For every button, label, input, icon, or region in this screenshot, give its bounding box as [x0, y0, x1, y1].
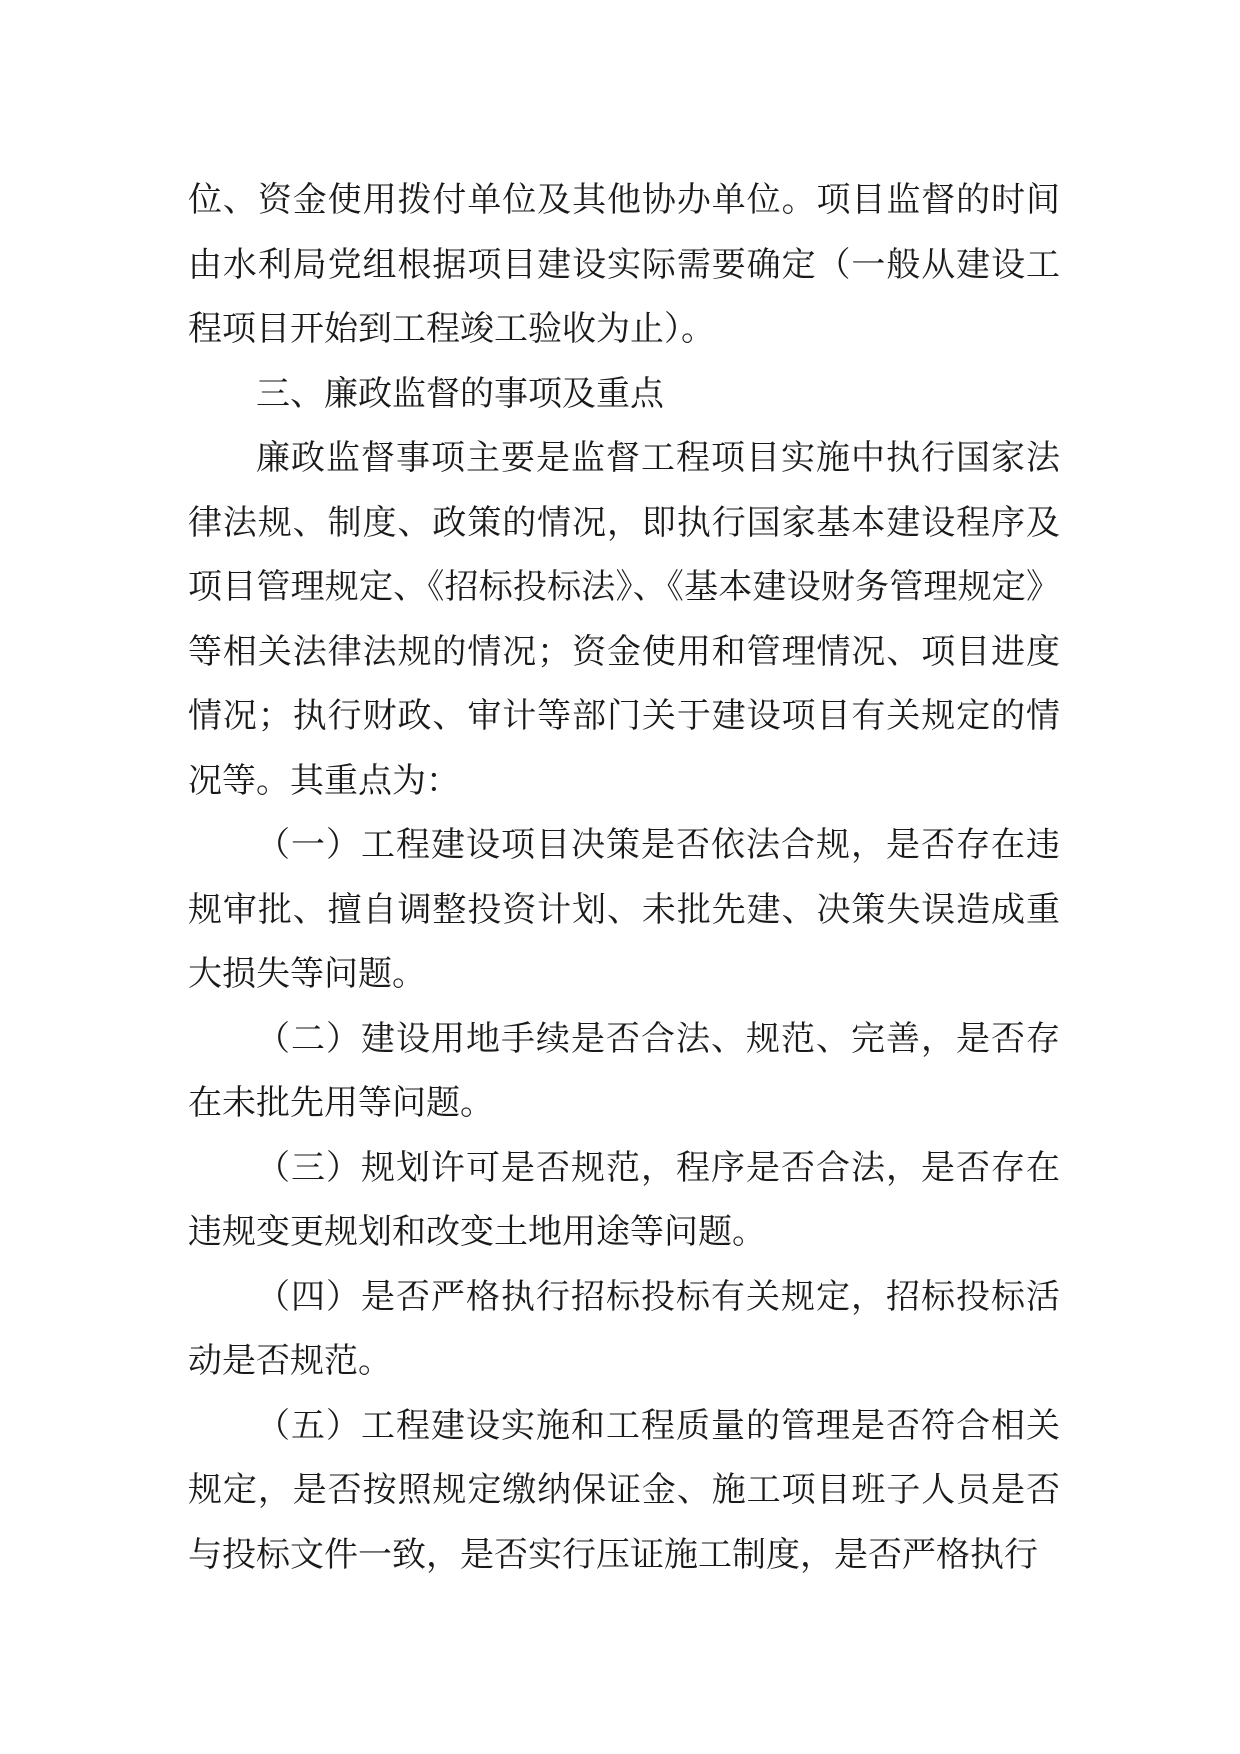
paragraph-supervision-scope: 廉政监督事项主要是监督工程项目实施中执行国家法律法规、制度、政策的情况，即执行国家基本建设程序及项目管理规定、《招标投标法》、《基本建设财务管理规定》等相关法律法规的情况；资金使用和管理情况、项目进度情况；执行财政、审计等部门关于建设项目有关规定的情况等。其重点为：: [188, 438, 1060, 801]
list-item-2: （二）建设用地手续是否合法、规范、完善，是否存在未批先用等问题。: [188, 1018, 1060, 1123]
document-body: [188, 168, 1060, 1587]
list-item-1: （一）工程建设项目决策是否依法合规，是否存在违规审批、擅自调整投资计划、未批先建、决策失误造成重大损失等问题。: [188, 825, 1060, 994]
section-heading: 三、廉政监督的事项及重点: [256, 373, 664, 414]
list-item-4: （四）是否严格执行招标投标有关规定，招标投标活动是否规范。: [188, 1276, 1060, 1381]
list-item-3: （三）规划许可是否规范，程序是否合法，是否存在违规变更规划和改变土地用途等问题。: [188, 1147, 1060, 1252]
list-item-5: （五）工程建设实施和工程质量的管理是否符合相关规定，是否按照规定缴纳保证金、施工项目班子人员是否与投标文件一致，是否实行压证施工制度，是否严格执行: [188, 1405, 1060, 1575]
paragraph-continuation: 位、资金使用拨付单位及其他协办单位。项目监督的时间由水利局党组根据项目建设实际需要确定（一般从建设工程项目开始到工程竣工验收为止）。: [188, 180, 1060, 349]
